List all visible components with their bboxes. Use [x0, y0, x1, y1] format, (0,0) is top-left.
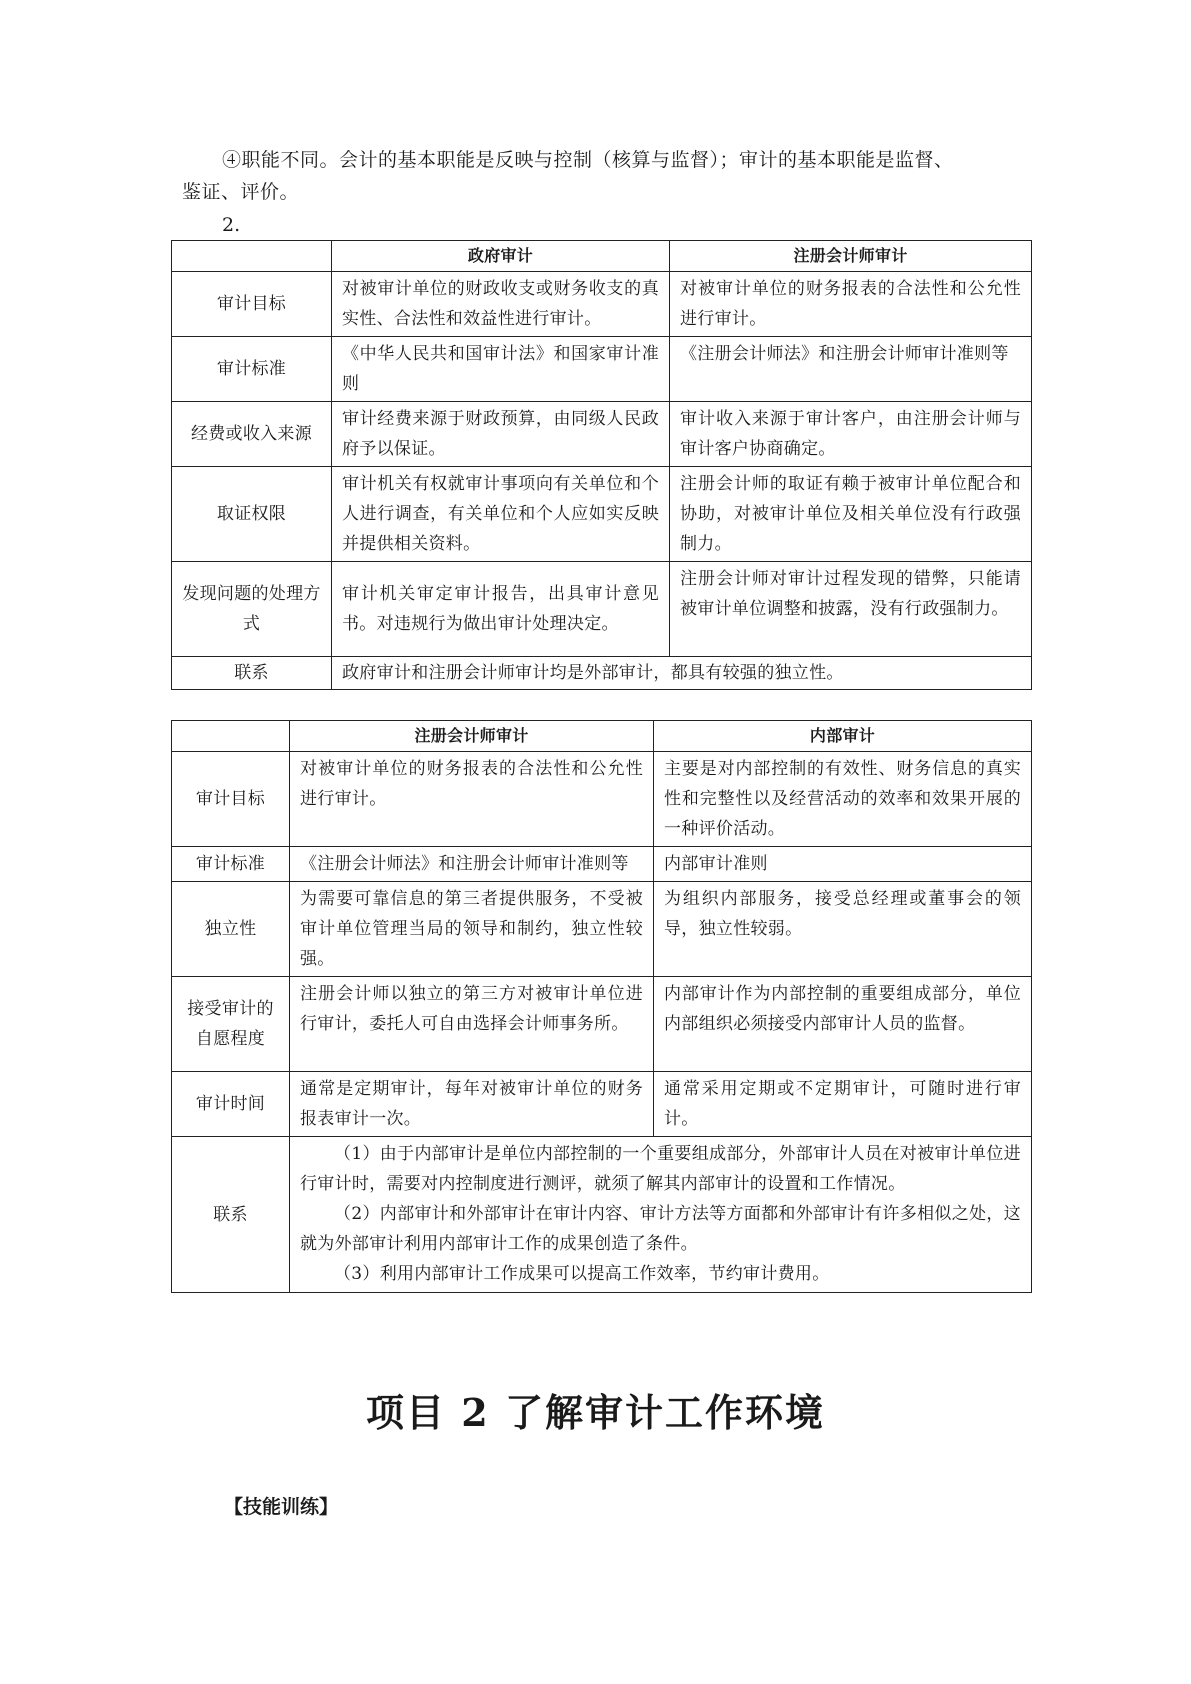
cpa-cell: 对被审计单位的财务报表的合法性和公允性进行审计。	[670, 272, 1032, 337]
cpa-cell: 为需要可靠信息的第三者提供服务，不受被审计单位管理当局的领导和制约，独立性较强。	[290, 882, 654, 977]
row-label: 审计目标	[172, 272, 332, 337]
table-row	[172, 882, 1032, 977]
joint-paragraph: （2）内部审计和外部审计在审计内容、审计方法等方面都和外部审计有许多相似之处，这就为外部审计利用内部审计工作的成果创造了条件。	[300, 1204, 1021, 1254]
joint-row	[172, 1137, 1032, 1293]
government-cell: 审计机关有权就审计事项向有关单位和个人进行调查，有关单位和个人应如实反映并提供相关资料。	[332, 467, 670, 562]
row-label: 审计标准	[172, 337, 332, 402]
table-header-row	[172, 241, 1032, 272]
cpa-cell: 通常是定期审计，每年对被审计单位的财务报表审计一次。	[290, 1072, 654, 1137]
intro-line-2: 鉴证、评价。	[182, 181, 300, 203]
government-cell: 审计经费来源于财政预算，由同级人民政府予以保证。	[332, 402, 670, 467]
table-row	[172, 402, 1032, 467]
header-government-audit: 政府审计	[332, 241, 670, 272]
table-row	[172, 467, 1032, 562]
cpa-cell: 《注册会计师法》和注册会计师审计准则等	[290, 847, 654, 882]
cpa-cell: 对被审计单位的财务报表的合法性和公允性进行审计。	[290, 752, 654, 847]
table-row	[172, 977, 1032, 1072]
government-cell: 审计机关审定审计报告，出具审计意见书。对违规行为做出审计处理决定。	[332, 562, 670, 657]
header-cpa-audit: 注册会计师审计	[670, 241, 1032, 272]
header-internal-audit: 内部审计	[654, 721, 1032, 752]
cpa-cell: 《注册会计师法》和注册会计师审计准则等	[670, 337, 1032, 402]
header-empty-cell	[172, 721, 290, 752]
joint-paragraph: （3）利用内部审计工作成果可以提高工作效率，节约审计费用。	[334, 1264, 830, 1284]
table-row	[172, 562, 1032, 657]
skill-training-heading: 【技能训练】	[224, 1496, 339, 1518]
cpa-cell: 审计收入来源于审计客户，由注册会计师与审计客户协商确定。	[670, 402, 1032, 467]
internal-cell: 内部审计准则	[654, 847, 1032, 882]
cpa-cell: 注册会计师对审计过程发现的错弊，只能请被审计单位调整和披露，没有行政强制力。	[670, 562, 1032, 657]
internal-cell: 为组织内部服务，接受总经理或董事会的领导，独立性较弱。	[654, 882, 1032, 977]
row-label: 独立性	[172, 882, 290, 977]
intro-line-1: ④职能不同。会计的基本职能是反映与控制（核算与监督）；审计的基本职能是监督、	[222, 149, 954, 171]
row-label: 审计目标	[172, 752, 290, 847]
table-row	[172, 1072, 1032, 1137]
joint-label: 联系	[172, 1137, 290, 1293]
government-cell: 《中华人民共和国审计法》和国家审计准则	[332, 337, 670, 402]
intro-paragraph	[182, 144, 1022, 208]
table-row	[172, 752, 1032, 847]
joint-label: 联系	[172, 657, 332, 690]
row-label: 取证权限	[172, 467, 332, 562]
row-label: 审计标准	[172, 847, 290, 882]
joint-paragraph: （1）由于内部审计是单位内部控制的一个重要组成部分，外部审计人员在对被审计单位进行审计时，需要对内控制度进行测评，就须了解其内部审计的设置和工作情况。	[300, 1144, 1021, 1194]
joint-row	[172, 657, 1032, 690]
internal-cell: 通常采用定期或不定期审计，可随时进行审计。	[654, 1072, 1032, 1137]
row-label: 审计时间	[172, 1072, 290, 1137]
header-empty-cell	[172, 241, 332, 272]
table-row	[172, 337, 1032, 402]
government-vs-cpa-audit-table	[171, 240, 1032, 690]
row-label: 发现问题的处理方式	[172, 562, 332, 657]
table-header-row	[172, 721, 1032, 752]
government-cell: 对被审计单位的财政收支或财务收支的真实性、合法性和效益性进行审计。	[332, 272, 670, 337]
item-number: 2.	[222, 214, 241, 236]
table-row	[172, 847, 1032, 882]
joint-text: 政府审计和注册会计师审计均是外部审计，都具有较强的独立性。	[332, 657, 1032, 690]
cpa-cell: 注册会计师以独立的第三方对被审计单位进行审计，委托人可自由选择会计师事务所。	[290, 977, 654, 1072]
header-cpa-audit: 注册会计师审计	[290, 721, 654, 752]
table-row	[172, 272, 1032, 337]
row-label: 经费或收入来源	[172, 402, 332, 467]
section-title: 项目 2 了解审计工作环境	[366, 1390, 825, 1435]
internal-cell: 内部审计作为内部控制的重要组成部分，单位内部组织必须接受内部审计人员的监督。	[654, 977, 1032, 1072]
cpa-vs-internal-audit-table	[171, 720, 1032, 1293]
internal-cell: 主要是对内部控制的有效性、财务信息的真实性和完整性以及经营活动的效率和效果开展的一种评价活动。	[654, 752, 1032, 847]
joint-text	[290, 1137, 1032, 1293]
cpa-cell: 注册会计师的取证有赖于被审计单位配合和协助，对被审计单位及相关单位没有行政强制力。	[670, 467, 1032, 562]
row-label: 接受审计的自愿程度	[172, 977, 290, 1072]
